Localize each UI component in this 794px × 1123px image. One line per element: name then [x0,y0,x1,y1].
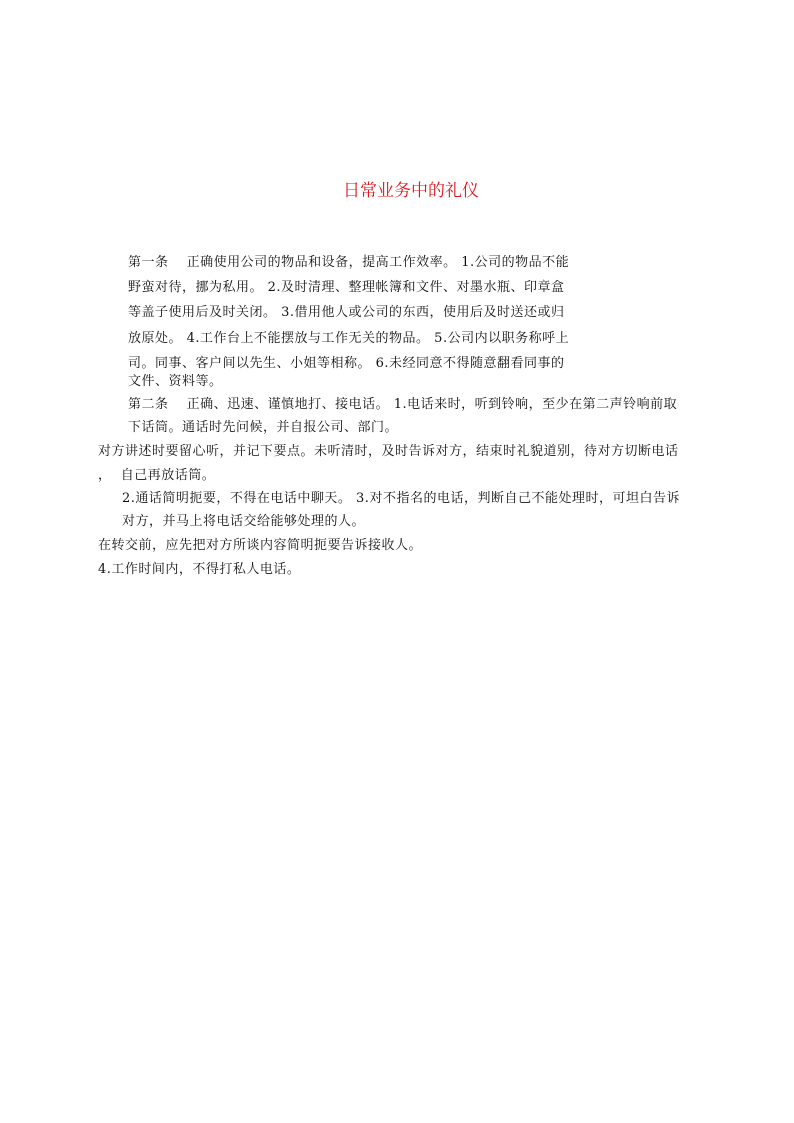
paragraph-line: 2.通话简明扼要，不得在电话中聊天。 3.对不指名的电话，判断自己不能处理时，可坦白告诉 [122,491,680,506]
paragraph-line: 第一条 正确使用公司的物品和设备，提高工作效率。 1.公司的物品不能 [128,255,570,270]
paragraph-line: 对方，并马上将电话交给能够处理的人。 [122,514,366,529]
paragraph-line: 等盖子使用后及时关闭。 3.借用他人或公司的东西，使用后及时送还或归 [128,305,565,320]
paragraph-line: 在转交前，应先把对方所谈内容简明扼要告诉接收人。 [98,538,423,553]
paragraph-line: 文件、资料等。 [128,374,223,389]
paragraph-line: 放原处。 4.工作台上不能摆放与工作无关的物品。 5.公司内以职务称呼上 [128,331,570,346]
paragraph-line: 下话筒。通话时先问候，并自报公司、部门。 [128,420,399,435]
paragraph-line: 4.工作时间内，不得打私人电话。 [98,562,301,577]
paragraph-line: 第二条 正确、迅速、谨慎地打、接电话。 1.电话来时，听到铃响，至少在第二声铃响前取 [128,397,678,412]
document-title: 日常业务中的礼仪 [343,181,479,201]
paragraph-line: 司。同事、客户间以先生、小姐等相称。 6.未经同意不得随意翻看同事的 [128,356,565,371]
paragraph-line: ， 自己再放话筒。 [98,468,216,483]
paragraph-line: 对方讲述时要留心听，并记下要点。未听清时，及时告诉对方，结束时礼貌道别，待对方切断电话 [98,444,679,459]
paragraph-line: 野蛮对待，挪为私用。 2.及时清理、整理帐簿和文件、对墨水瓶、印章盒 [128,280,565,295]
